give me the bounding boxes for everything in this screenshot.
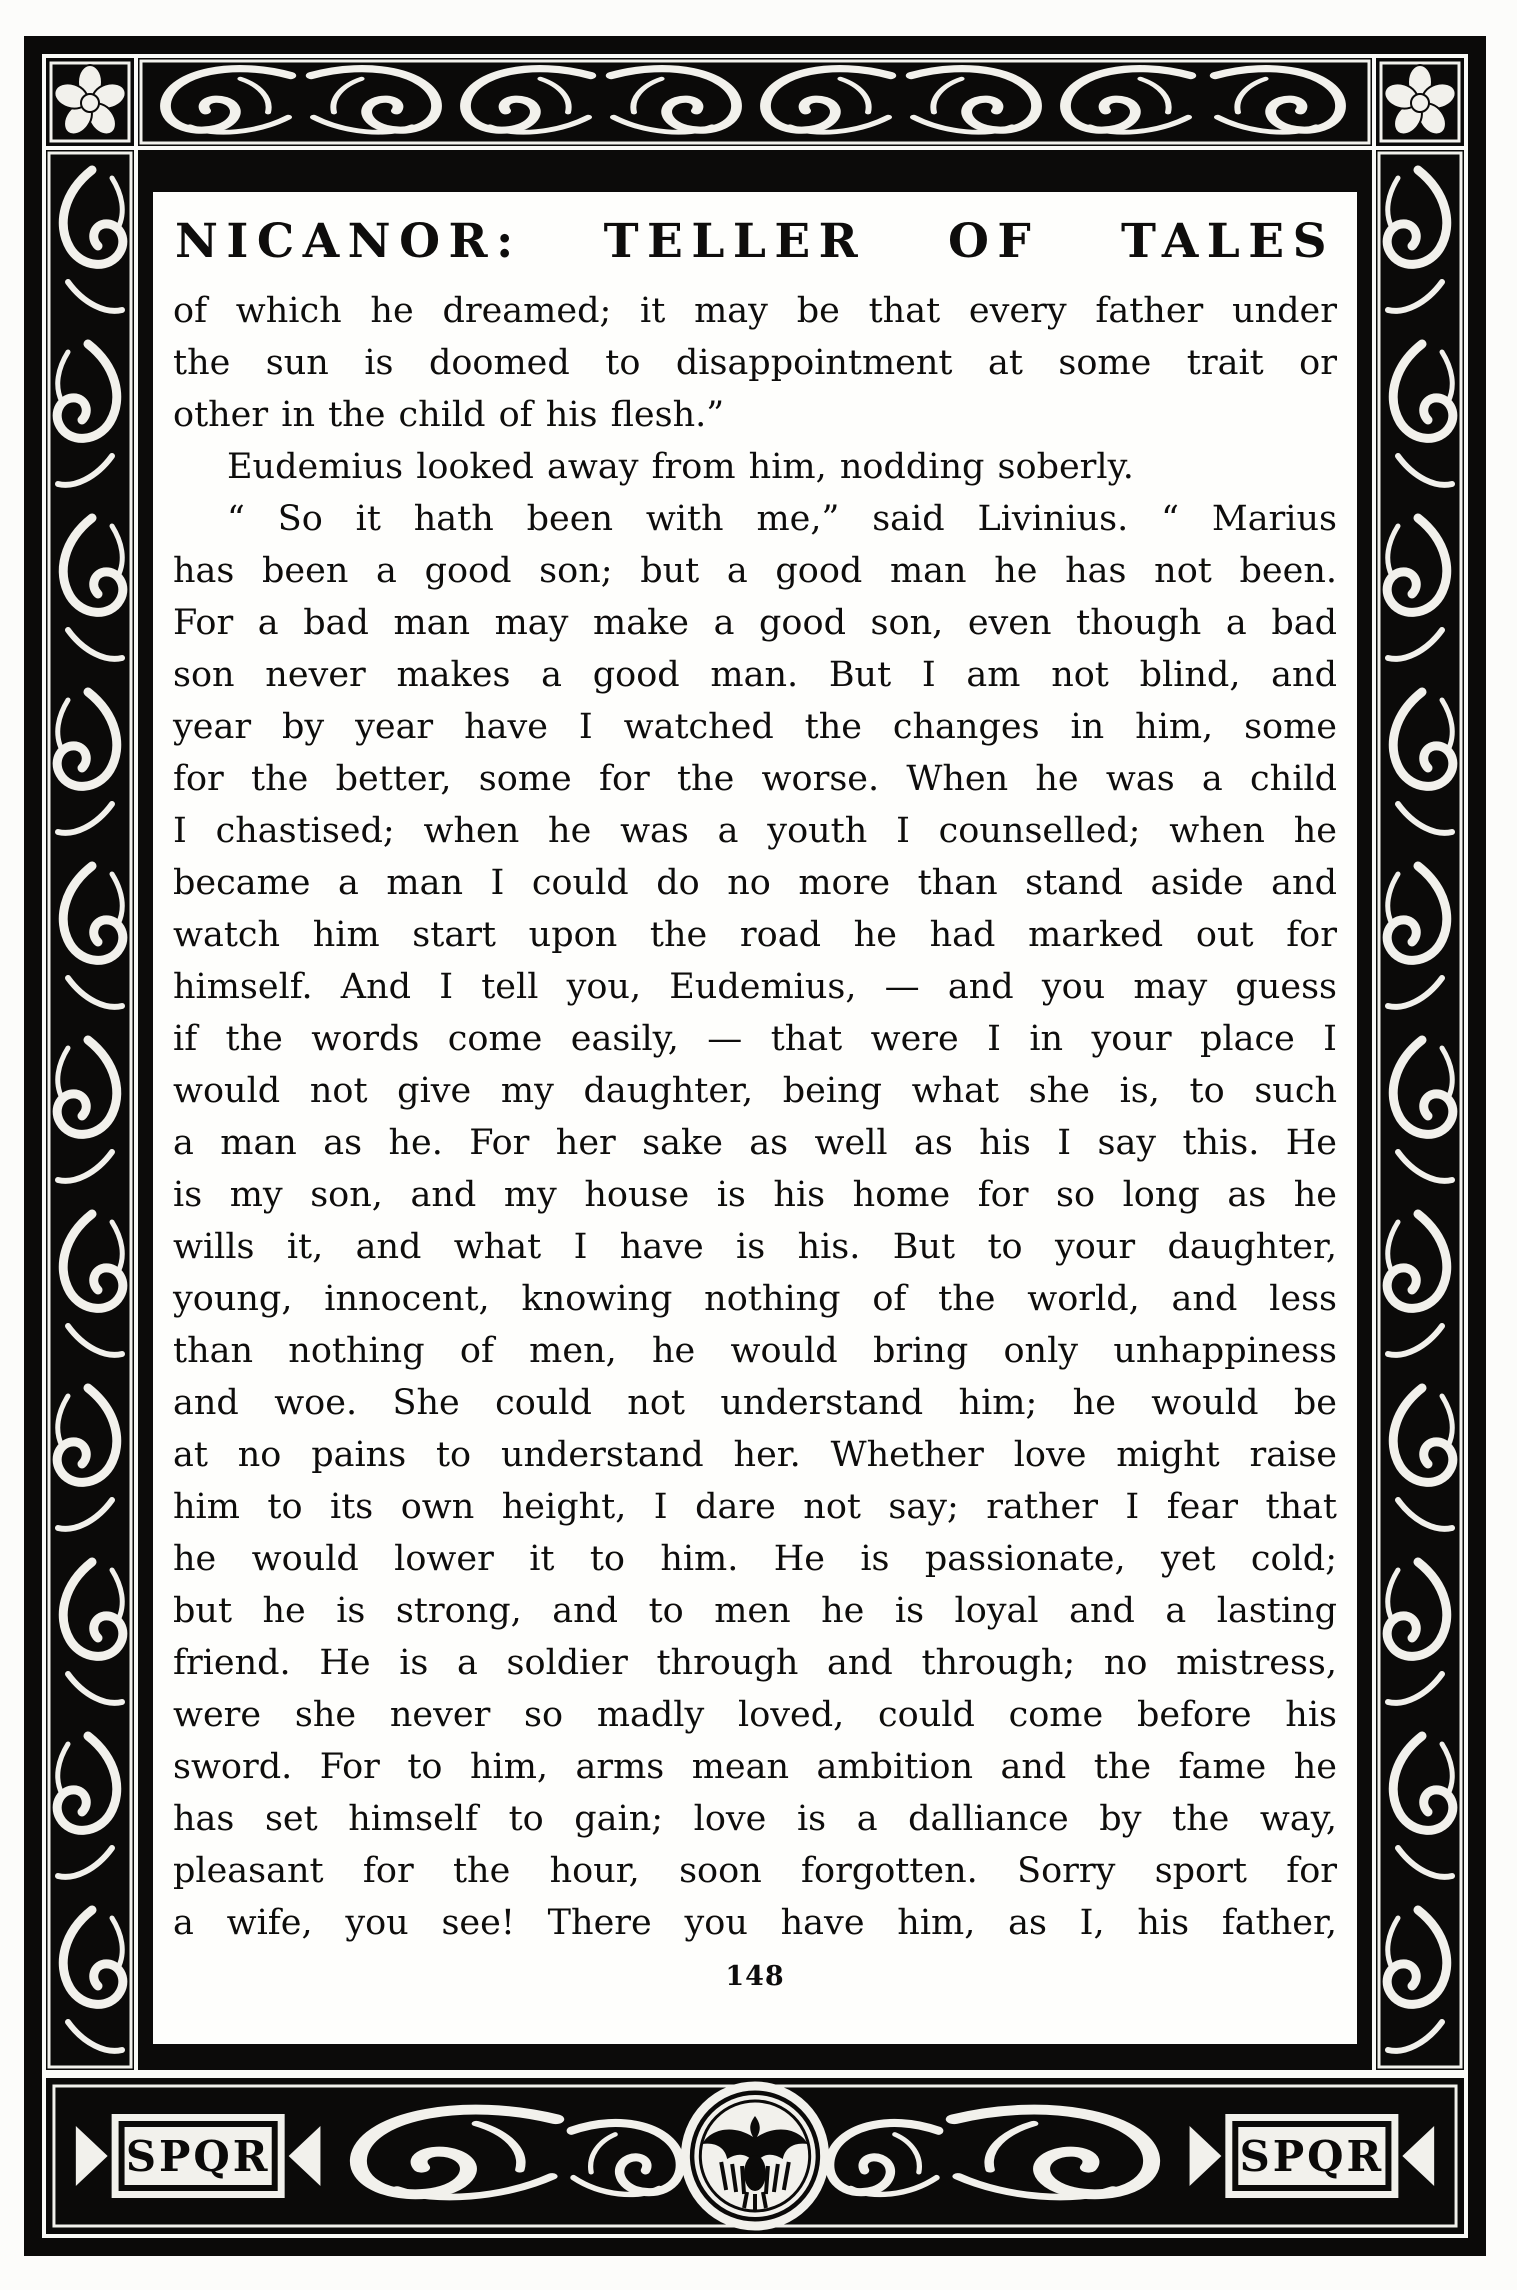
text-line: sword. For to him, arms mean ambition and the fame he — [173, 1747, 1337, 1787]
left-border-scroll-icon — [46, 150, 134, 2070]
spqr-label-right: SPQR — [1239, 2131, 1385, 2182]
text-line: became a man I could do no more than stand aside and — [173, 863, 1337, 903]
body-text — [173, 285, 1337, 1949]
page-title: NICANOR: TELLER OF TALES — [175, 214, 1335, 269]
text-line: for the better, some for the worse. When he was a child — [173, 759, 1337, 799]
page-frame — [24, 36, 1486, 2256]
flower-icon — [46, 58, 134, 146]
eagle-medallion-icon — [685, 2086, 824, 2226]
text-line: For a bad man may make a good son, even though a bad — [173, 603, 1337, 643]
top-border-acanthus-scroll-icon — [138, 58, 1372, 146]
text-line: were she never so madly loved, could come before his — [173, 1695, 1337, 1735]
text-line: than nothing of men, he would bring only unhappiness — [173, 1331, 1337, 1371]
text-line: pleasant for the hour, soon forgotten. Sorry sport for — [173, 1851, 1337, 1891]
spqr-banner-left — [76, 2114, 321, 2198]
text-line: has set himself to gain; love is a dalliance by the way, — [173, 1799, 1337, 1839]
right-border-scroll-icon — [1376, 150, 1464, 2070]
text-line: and woe. She could not understand him; he would be — [173, 1383, 1337, 1423]
text-line: has been a good son; but a good man he has not been. — [173, 551, 1337, 591]
text-line: of which he dreamed; it may be that every father under — [173, 291, 1337, 331]
text-line: other in the child of his flesh.” — [173, 395, 725, 435]
page-number: 148 — [725, 1961, 785, 1992]
spqr-label-left: SPQR — [125, 2131, 271, 2182]
text-line: he would lower it to him. He is passionate, yet cold; — [173, 1539, 1337, 1579]
flower-icon — [1376, 58, 1464, 146]
text-line: a man as he. For her sake as well as his I say this. He — [173, 1123, 1337, 1163]
bottom-border-banner — [46, 2078, 1464, 2234]
text-line: him to its own height, I dare not say; rather I fear that — [173, 1487, 1337, 1527]
text-line: wills it, and what I have is his. But to your daughter, — [173, 1227, 1337, 1267]
text-line: would not give my daughter, being what she is, to such — [173, 1071, 1337, 1111]
text-line: son never makes a good man. But I am not blind, and — [173, 655, 1337, 695]
text-line: himself. And I tell you, Eudemius, — and you may guess — [173, 967, 1337, 1007]
text-line: a wife, you see! There you have him, as I, his father, — [173, 1903, 1337, 1943]
text-line: Eudemius looked away from him, nodding soberly. — [227, 447, 1134, 487]
text-line: “ So it hath been with me,” said Livinius. “ Marius — [227, 499, 1337, 539]
text-line: I chastised; when he was a youth I counselled; when he — [173, 811, 1337, 851]
text-line: watch him start upon the road he had marked out for — [173, 915, 1337, 955]
text-line: if the words come easily, — that were I in your place I — [173, 1019, 1337, 1059]
text-line: friend. He is a soldier through and through; no mistress, — [173, 1643, 1337, 1683]
text-panel — [138, 150, 1372, 2070]
text-line: but he is strong, and to men he is loyal and a lasting — [173, 1591, 1337, 1631]
spqr-banner-right — [1190, 2114, 1435, 2198]
text-line: is my son, and my house is his home for so long as he — [173, 1175, 1337, 1215]
text-line: young, innocent, knowing nothing of the world, and less — [173, 1279, 1337, 1319]
text-line: the sun is doomed to disappointment at some trait or — [173, 343, 1337, 383]
text-line: at no pains to understand her. Whether love might raise — [173, 1435, 1337, 1475]
text-line: year by year have I watched the changes in him, some — [173, 707, 1337, 747]
